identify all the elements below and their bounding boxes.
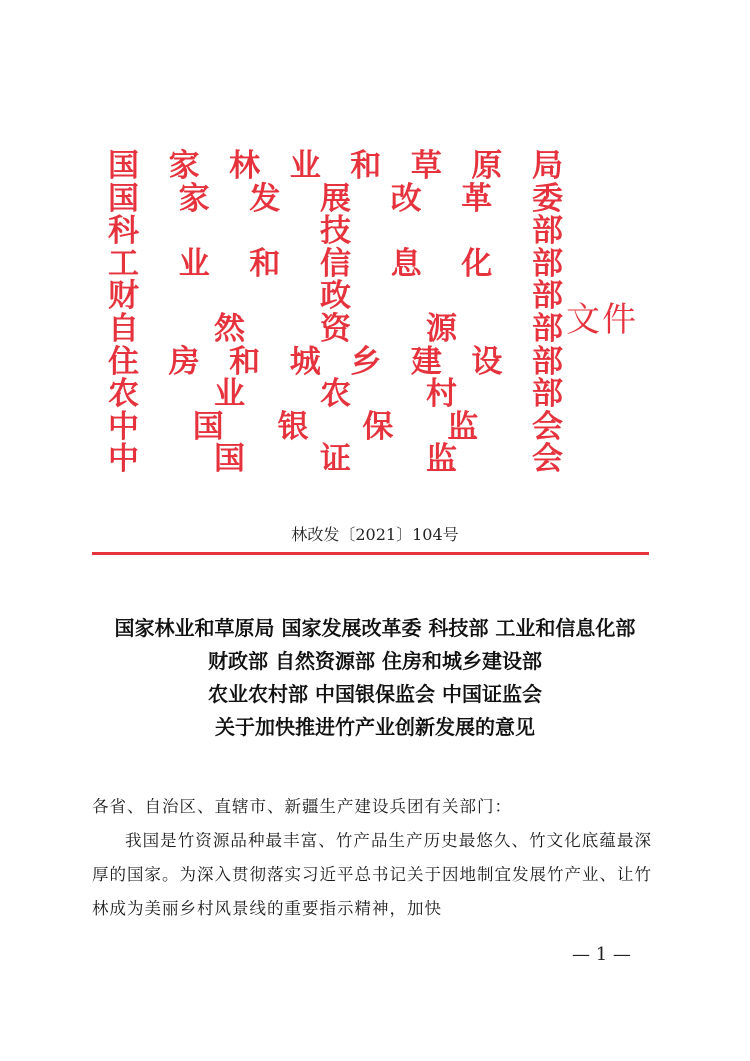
masthead-char: 城 <box>289 343 321 380</box>
masthead-char: 农 <box>108 376 139 413</box>
document-body <box>92 790 652 926</box>
masthead-char: 会 <box>532 441 563 478</box>
masthead-char: 住 <box>108 343 139 380</box>
masthead-char: 科 <box>108 213 139 250</box>
title-line: 国家林业和草原局 国家发展改革委 科技部 工业和信息化部 <box>114 616 636 640</box>
masthead-char: 国 <box>108 180 139 217</box>
masthead-char: 政 <box>320 278 351 315</box>
masthead <box>108 150 563 476</box>
title-line: 关于加快推进竹产业创新发展的意见 <box>215 715 535 739</box>
masthead-char: 息 <box>390 245 422 282</box>
masthead-row <box>108 378 563 411</box>
masthead-char: 业 <box>214 376 245 413</box>
masthead-char: 部 <box>531 245 563 282</box>
masthead-char: 和 <box>229 343 261 380</box>
masthead-char: 农 <box>320 376 351 413</box>
masthead-char: 发 <box>249 180 281 217</box>
masthead-char: 和 <box>249 245 281 282</box>
masthead-char: 信 <box>319 245 351 282</box>
masthead-row <box>108 280 563 313</box>
masthead-char: 部 <box>532 278 563 315</box>
masthead-char: 部 <box>532 213 563 250</box>
masthead-char: 银 <box>277 408 309 445</box>
masthead-char: 证 <box>320 441 351 478</box>
masthead-row <box>108 443 563 476</box>
masthead-char: 原 <box>471 148 503 184</box>
masthead-char: 村 <box>426 376 457 413</box>
masthead-char: 委 <box>531 180 563 217</box>
masthead-char: 部 <box>532 376 563 413</box>
masthead-char: 乡 <box>350 343 382 380</box>
body-paragraph: 我国是竹资源品种最丰富、竹产品生产历史最悠久、竹文化底蕴最深厚的国家。为深入贯彻落实习近平总书记关于因地制宜发展竹产业、让竹林成为美丽乡村风景线的重要指示精神，加快 <box>92 831 652 918</box>
masthead-row <box>108 310 563 347</box>
masthead-char: 业 <box>289 148 321 184</box>
masthead-char: 财 <box>108 278 139 315</box>
masthead-char: 国 <box>108 148 139 184</box>
masthead-char: 林 <box>229 148 261 184</box>
masthead-row <box>108 150 563 183</box>
masthead-char: 资 <box>320 310 351 347</box>
masthead-char: 技 <box>320 213 351 250</box>
masthead-char: 建 <box>410 343 442 380</box>
masthead-row <box>108 245 563 282</box>
masthead-row <box>108 408 563 445</box>
masthead-row <box>108 343 563 380</box>
masthead-char: 监 <box>426 441 457 478</box>
masthead-char: 房 <box>168 343 200 380</box>
title-line: 农业农村部 中国银保监会 中国证监会 <box>208 682 542 706</box>
masthead-char: 工 <box>108 245 139 282</box>
masthead-suffix: 文件 <box>566 300 638 340</box>
masthead-char: 国 <box>214 441 245 478</box>
masthead-char: 源 <box>426 310 457 347</box>
masthead-char: 革 <box>461 180 493 217</box>
masthead-char: 家 <box>168 148 200 184</box>
masthead-char: 国 <box>192 408 224 445</box>
salutation: 各省、自治区、直辖市、新疆生产建设兵团有关部门： <box>92 797 512 816</box>
red-divider <box>92 552 649 555</box>
masthead-row <box>108 180 563 217</box>
masthead-char: 改 <box>390 180 422 217</box>
document-number: 林改发〔2021〕104号 <box>291 525 459 544</box>
masthead-char: 监 <box>447 408 479 445</box>
title-line: 财政部 自然资源部 住房和城乡建设部 <box>208 649 542 673</box>
document-title <box>70 612 680 744</box>
masthead-char: 展 <box>319 180 351 217</box>
masthead-char: 和 <box>350 148 382 184</box>
masthead-char: 化 <box>461 245 493 282</box>
masthead-char: 家 <box>178 180 210 217</box>
masthead-char: 保 <box>362 408 394 445</box>
masthead-char: 然 <box>214 310 245 347</box>
masthead-char: 局 <box>531 148 563 184</box>
masthead-char: 中 <box>108 408 139 445</box>
masthead-char: 会 <box>531 408 563 445</box>
masthead-char: 设 <box>471 343 503 380</box>
masthead-char: 部 <box>532 310 563 347</box>
masthead-char: 中 <box>108 441 139 478</box>
masthead-char: 自 <box>108 310 139 347</box>
page-number: — 1 — <box>572 944 631 965</box>
masthead-char: 部 <box>531 343 563 380</box>
masthead-row <box>108 215 563 248</box>
masthead-char: 业 <box>178 245 210 282</box>
masthead-char: 草 <box>410 148 442 184</box>
